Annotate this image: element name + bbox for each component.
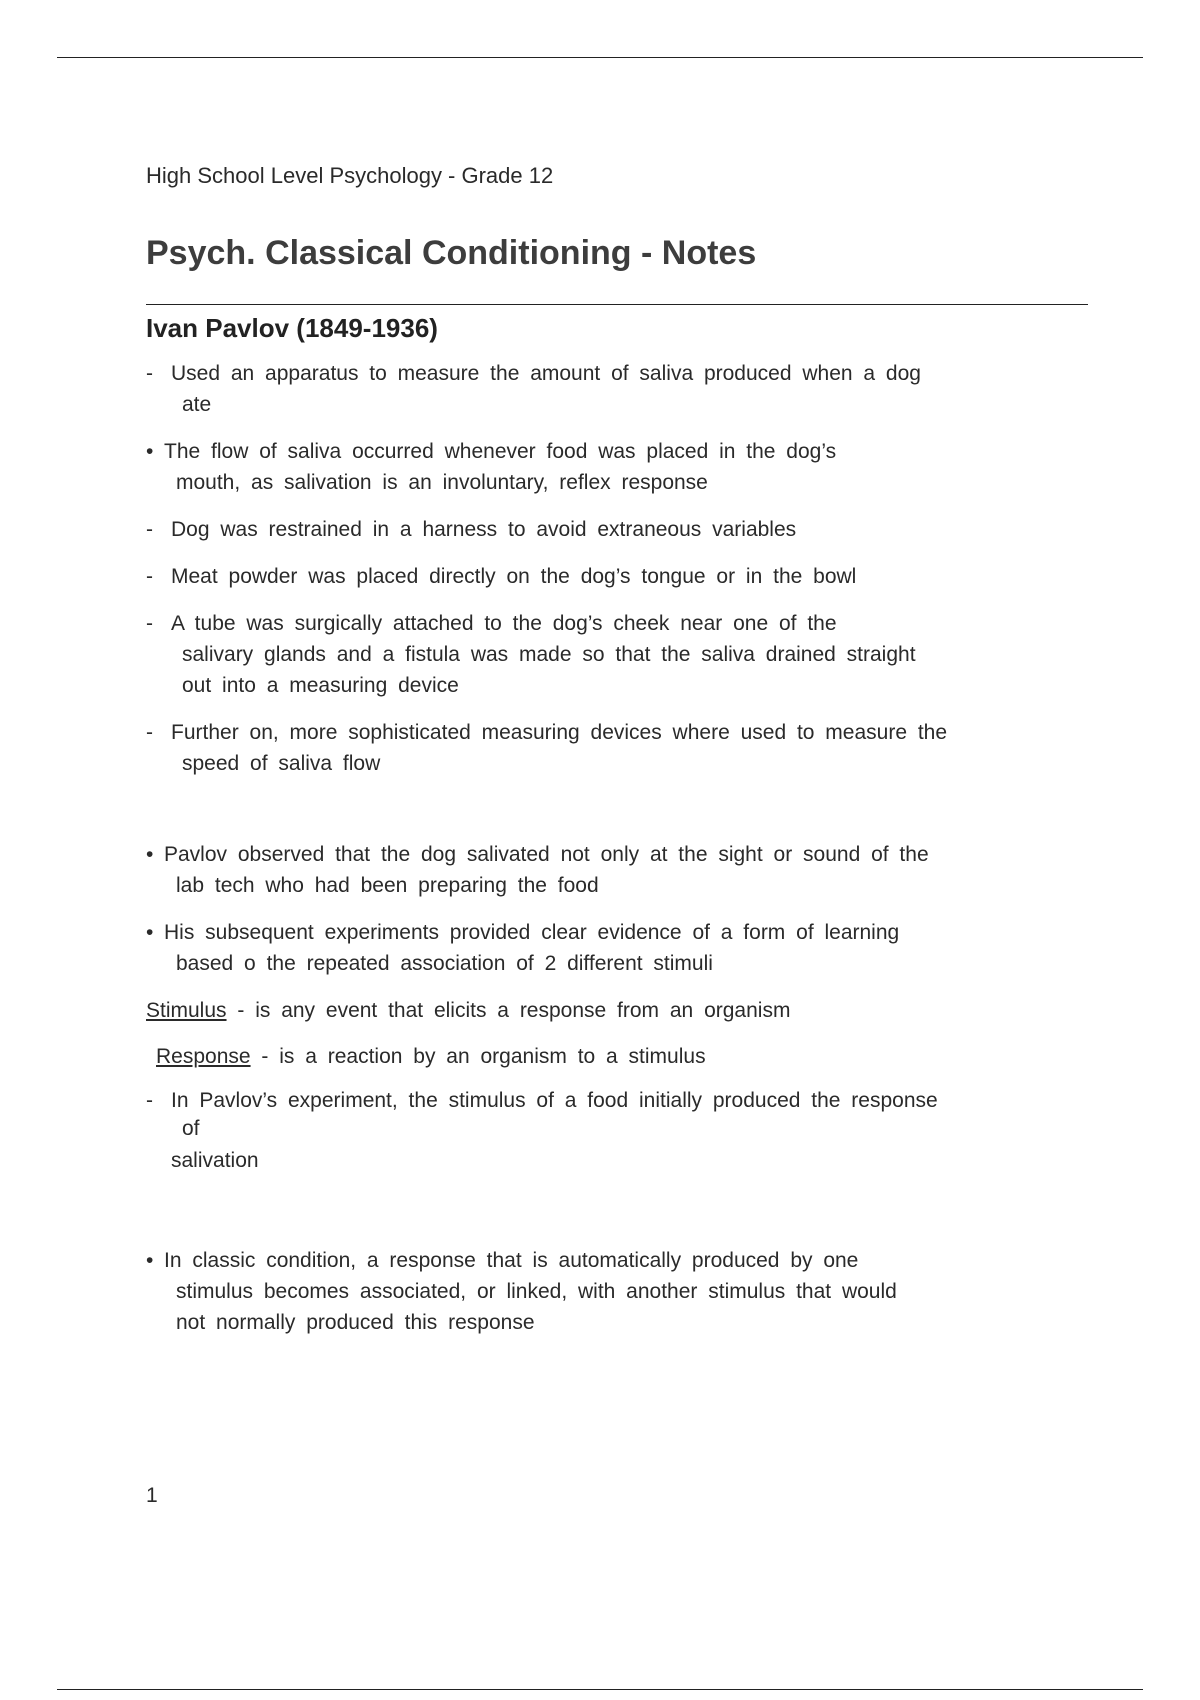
note-item xyxy=(146,917,1086,979)
note-line: In Pavlov’s experiment, the stimulus of a food initially produced the response xyxy=(171,1089,938,1112)
bullet-marker: • xyxy=(146,843,154,866)
note-line: Dog was restrained in a harness to avoid extraneous variables xyxy=(171,518,797,541)
definition-text: - is any event that elicits a response from an organism xyxy=(226,999,791,1022)
note-line: His subsequent experiments provided clear evidence of a form of learning xyxy=(164,921,900,944)
note-line: Pavlov observed that the dog salivated not only at the sight or sound of the xyxy=(164,843,929,866)
bottom-rule xyxy=(57,1689,1143,1690)
bullet-marker: - xyxy=(146,721,153,744)
note-item xyxy=(146,561,1086,592)
note-line: A tube was surgically attached to the dog’s cheek near one of the xyxy=(171,612,837,635)
section-divider xyxy=(146,304,1088,305)
bullet-marker: - xyxy=(146,362,153,385)
definition-response xyxy=(146,1041,1086,1072)
section-heading: Ivan Pavlov (1849-1936) xyxy=(146,313,438,343)
bullet-marker: • xyxy=(146,440,154,463)
note-item xyxy=(146,717,1086,779)
note-line: Meat powder was placed directly on the dog’s tongue or in the bowl xyxy=(171,565,857,588)
bullet-marker: - xyxy=(146,518,153,541)
bullet-marker: • xyxy=(146,921,154,944)
definition-term: Response xyxy=(156,1045,251,1068)
bullet-marker: • xyxy=(146,1249,154,1272)
document-page xyxy=(146,158,1086,1338)
note-line: stimulus becomes associated, or linked, with another stimulus that would xyxy=(176,1280,897,1303)
note-line: lab tech who had been preparing the food xyxy=(176,874,599,897)
note-item xyxy=(146,358,1086,420)
note-line: mouth, as salivation is an involuntary, reflex response xyxy=(176,471,708,494)
note-line: In classic condition, a response that is automatically produced by one xyxy=(164,1249,859,1272)
note-item xyxy=(146,608,1086,701)
bullet-marker: - xyxy=(146,565,153,588)
page-number: 1 xyxy=(146,1484,158,1507)
top-rule xyxy=(57,57,1143,58)
note-line: out into a measuring device xyxy=(182,674,459,697)
note-line: ate xyxy=(182,393,212,416)
note-line: based o the repeated association of 2 different stimuli xyxy=(176,952,713,975)
page-title: Psych. Classical Conditioning - Notes xyxy=(146,234,757,272)
definition-text: - is a reaction by an organism to a stimulus xyxy=(250,1045,706,1068)
note-item xyxy=(146,839,1086,901)
note-item xyxy=(146,1087,1086,1175)
course-label: High School Level Psychology - Grade 12 xyxy=(146,163,554,188)
bullet-marker: - xyxy=(146,1089,153,1112)
note-line: The flow of saliva occurred whenever food was placed in the dog’s xyxy=(164,440,837,463)
note-item xyxy=(146,436,1086,498)
note-line: not normally produced this response xyxy=(176,1311,535,1334)
definition-stimulus xyxy=(146,995,1086,1026)
note-line: speed of saliva flow xyxy=(182,752,381,775)
note-line: salivation xyxy=(171,1149,259,1172)
note-line: of xyxy=(182,1117,200,1140)
definition-term: Stimulus xyxy=(146,999,227,1022)
note-item xyxy=(146,514,1086,545)
note-line: Further on, more sophisticated measuring devices where used to measure the xyxy=(171,721,948,744)
bullet-marker: - xyxy=(146,612,153,635)
note-line: salivary glands and a fistula was made so that the saliva drained straight xyxy=(182,643,916,666)
note-line: Used an apparatus to measure the amount of saliva produced when a dog xyxy=(171,362,921,385)
note-item xyxy=(146,1245,1086,1338)
